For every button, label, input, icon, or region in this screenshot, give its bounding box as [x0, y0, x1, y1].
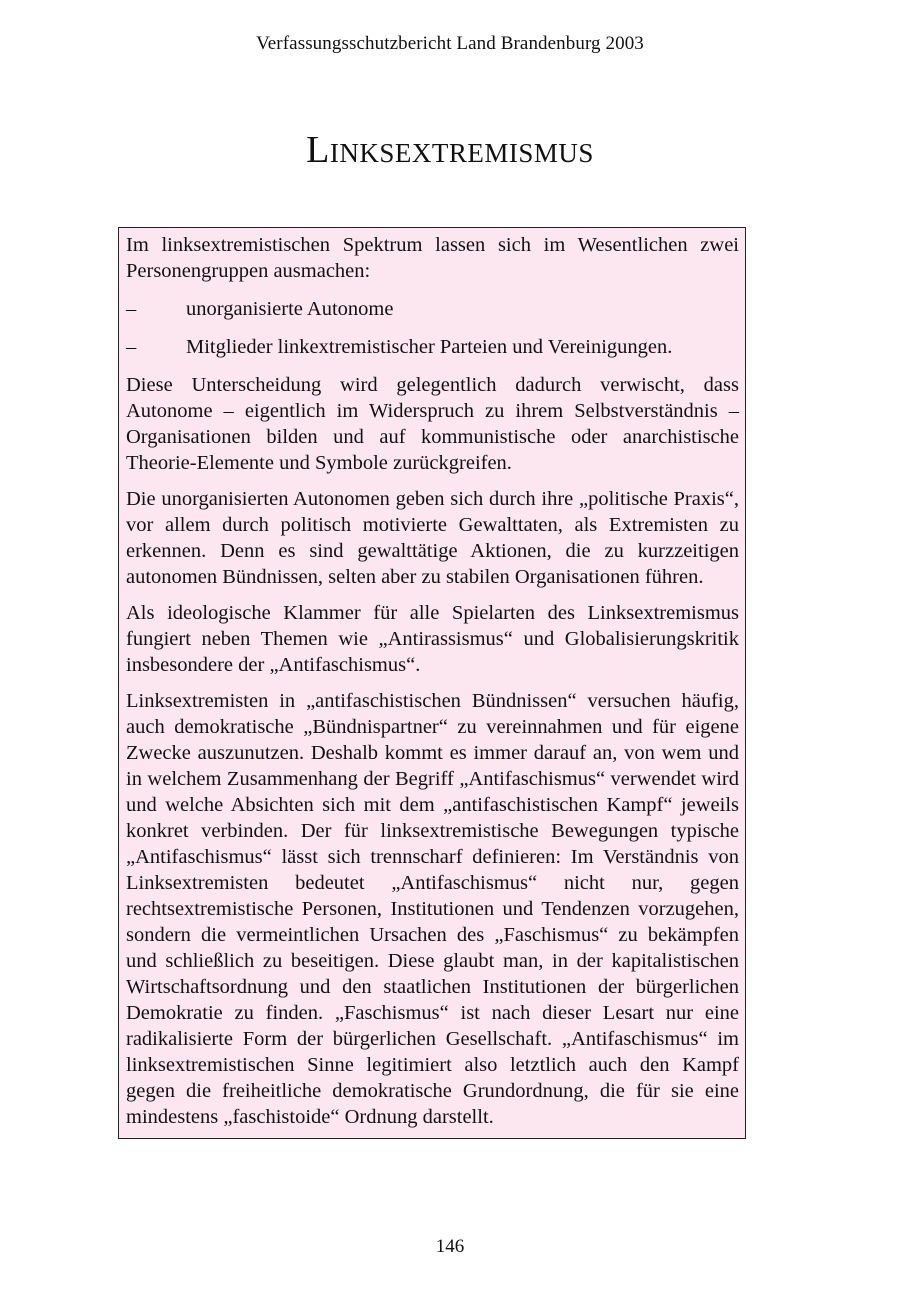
body-paragraph: Als ideologische Klammer für alle Spielarten des Linksextremismus fungiert neben Themen wie „Antirassismus“ und Globalisierungskritik insbesondere der „Antifaschismus“.: [126, 602, 739, 676]
chapter-title: Linksextremismus: [306, 129, 594, 171]
running-header: Verfassungsschutzbericht Land Brandenburg 2003: [256, 33, 644, 54]
list-item: [126, 334, 739, 360]
list-dash: –: [126, 298, 137, 320]
page-number: 146: [435, 1236, 465, 1257]
list-item: [126, 296, 739, 322]
list-item-text: Mitglieder linkextremistischer Parteien und Vereinigungen.: [186, 336, 673, 358]
list-item-text: unorganisierte Autonome: [186, 298, 394, 320]
body-paragraph: Linksextremisten in „antifaschistischen Bündnissen“ versuchen häufig, auch demokratische „Bündnispartner“ zu vereinnahmen und für eigene Zwecke auszunutzen. Deshalb kommt es immer darauf an, von wem und in welchem Zusammenhang der Begriff „Antifaschismus“ verwendet wird und welche Absichten sich mit dem „antifaschistischen Kampf“ jeweils konkret verbinden. Der für linksextremistische Bewegungen typische „Antifaschismus“ lässt sich trennscharf definieren: Im Verständnis von Linksextremisten bedeutet „Antifaschismus“ nicht nur, gegen rechtsextremistische Personen, Institutionen und Tendenzen vorzugehen, sondern die vermeintlichen Ursachen des „Faschismus“ zu bekämpfen und schließlich zu beseitigen. Diese glaubt man, in der kapitalistischen Wirtschaftsordnung und den staatlichen Institutionen der bürgerlichen Demokratie zu finden. „Faschismus“ ist nach dieser Lesart nur eine radikalisierte Form der bürgerlichen Gesellschaft. „Antifaschismus“ im linksextremistischen Sinne legitimiert also letztlich auch den Kampf gegen die freiheitliche demokratische Grundordnung, die für sie eine mindestens „faschistoide“ Ordnung darstellt.: [126, 690, 739, 1128]
list-dash: –: [126, 336, 137, 358]
body-paragraph: Die unorganisierten Autonomen geben sich durch ihre „politische Praxis“, vor allem durch politisch motivierte Gewalttaten, als Extremisten zu erkennen. Denn es sind gewalttätige Aktionen, die zu kurzzeitigen autonomen Bündnissen, selten aber zu stabilen Organisationen führen.: [126, 488, 739, 588]
body-paragraph: Diese Unterscheidung wird gelegentlich dadurch verwischt, dass Autonome – eigentlich im Widerspruch zu ihrem Selbstverständnis – Organisationen bilden und auf kommunistische oder anarchistische Theorie-Elemente und Symbole zurückgreifen.: [126, 374, 739, 474]
intro-paragraph: Im linksextremistischen Spektrum lassen sich im Wesentlichen zwei Personengruppen ausmachen:: [126, 234, 739, 282]
summary-box: [118, 227, 746, 1139]
